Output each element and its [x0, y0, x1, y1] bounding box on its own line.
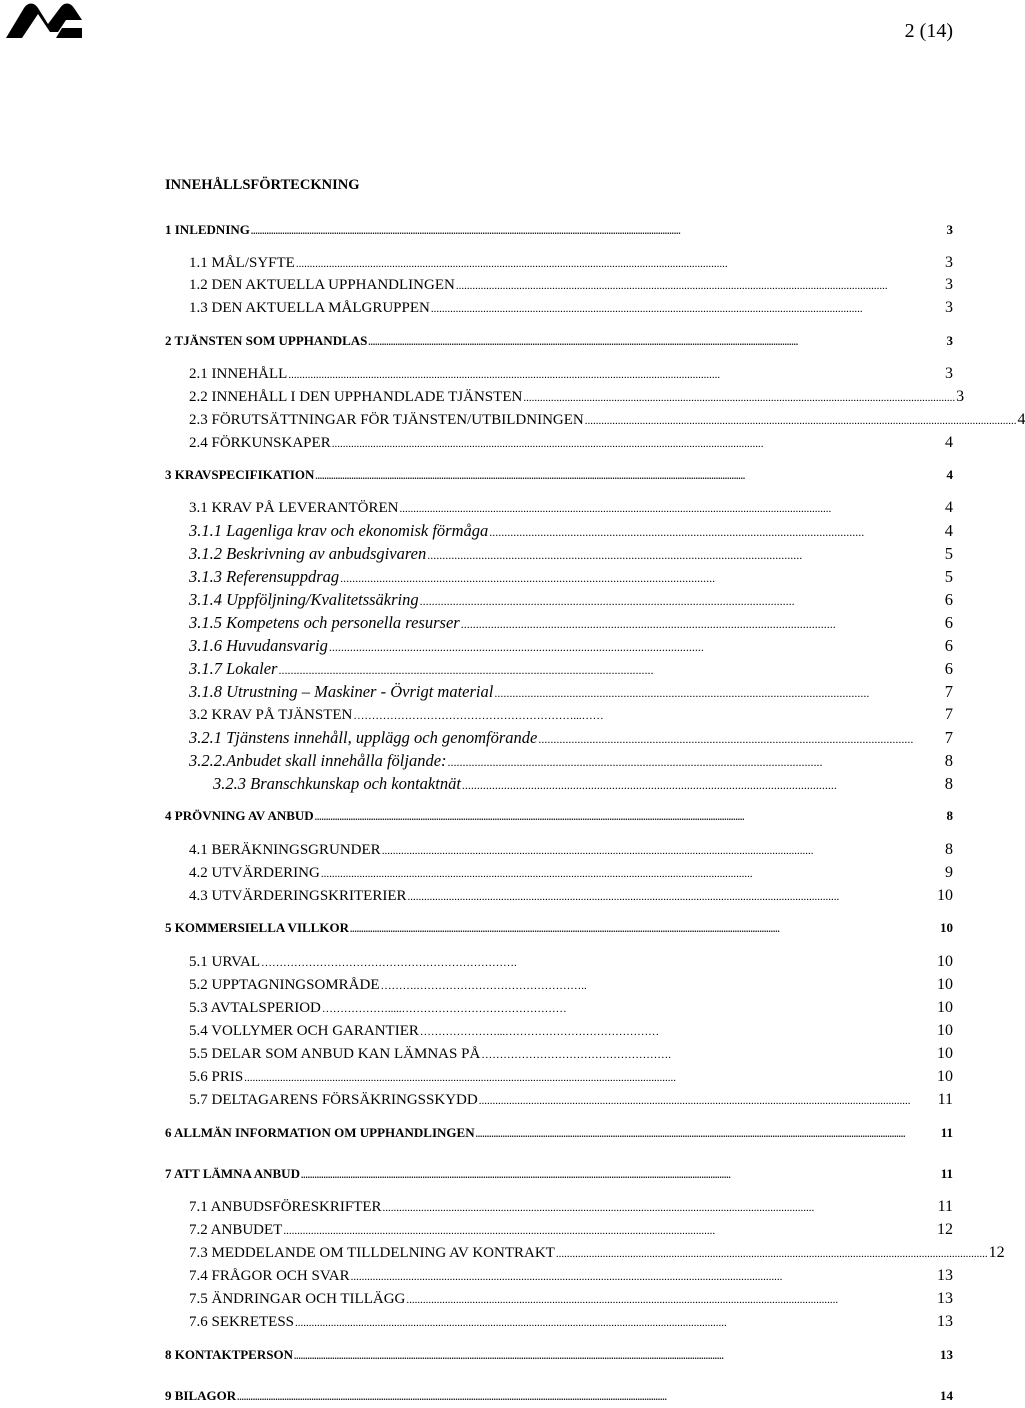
toc-title: INNEHÅLLSFÖRTECKNING — [165, 177, 360, 193]
toc-entry[interactable]: 3.2.3 Branschkunskap och kontaktnät ............................................................................................................................. 8 — [213, 774, 953, 793]
toc-entry[interactable]: 1.1 MÅL/SYFTE ............................................................................................................................................................. 3 — [189, 254, 953, 271]
toc-entry[interactable]: 7.1 ANBUDSFÖRESKRIFTER ............................................................................................................................................................. 11 — [189, 1198, 953, 1215]
toc-entry[interactable]: 3.2 KRAV PÅ TJÄNSTEN ……………………………………………………...…… 7 — [189, 706, 953, 723]
toc-entry[interactable]: 7.6 SEKRETESS ............................................................................................................................................................. 13 — [189, 1313, 953, 1330]
toc-entry[interactable]: 3.1.4 Uppföljning/Kvalitetssäkring ............................................................................................................................. 6 — [189, 590, 953, 609]
toc-entry[interactable]: 3.2.1 Tjänstens innehåll, upplägg och genomförande ............................................................................................................................. 7 — [189, 728, 953, 747]
toc-entry[interactable]: 4 PRÖVNING AV ANBUD ............................................................................................................................................................................................... 8 — [165, 808, 953, 823]
toc-entry[interactable]: 2.1 INNEHÅLL ............................................................................................................................................................. 3 — [189, 365, 953, 382]
toc-entry[interactable]: 3.1.3 Referensuppdrag ............................................................................................................................. 5 — [189, 567, 953, 586]
toc-entry[interactable]: 3.1.5 Kompetens och personella resurser ............................................................................................................................. 6 — [189, 613, 953, 632]
toc-entry[interactable]: 5.5 DELAR SOM ANBUD KAN LÄMNAS PÅ ……………………………………………. 10 — [189, 1045, 953, 1062]
toc-entry[interactable]: 7.4 FRÅGOR OCH SVAR ............................................................................................................................................................. 13 — [189, 1267, 953, 1284]
toc-entry[interactable]: 1 INLEDNING ............................................................................................................................................................................................... 3 — [165, 222, 953, 237]
toc-entry[interactable]: 7 ATT LÄMNA ANBUD ............................................................................................................................................................................................... 11 — [165, 1166, 953, 1181]
toc-entry[interactable]: 1.3 DEN AKTUELLA MÅLGRUPPEN ............................................................................................................................................................. 3 — [189, 299, 953, 316]
toc-entry[interactable]: 3.1.6 Huvudansvarig ............................................................................................................................. 6 — [189, 636, 953, 655]
toc-entry[interactable]: 3 KRAVSPECIFIKATION ............................................................................................................................................................................................... 4 — [165, 467, 953, 482]
toc-entry[interactable]: 7.3 MEDDELANDE OM TILLDELNING AV KONTRAKT ............................................................................................................................................................. 12 — [189, 1244, 1005, 1261]
toc-entry[interactable]: 3.1 KRAV PÅ LEVERANTÖREN ............................................................................................................................................................. 4 — [189, 499, 953, 516]
toc-entry[interactable]: 1.2 DEN AKTUELLA UPPHANDLINGEN ............................................................................................................................................................. 3 — [189, 276, 953, 293]
toc-entry[interactable]: 4.2 UTVÄRDERING ............................................................................................................................................................. 9 — [189, 864, 953, 881]
company-logo-icon — [4, 2, 84, 42]
page-number: 2 (14) — [904, 20, 953, 42]
toc-entry[interactable]: 5.6 PRIS ............................................................................................................................................................. 10 — [189, 1068, 953, 1085]
toc-entry[interactable]: 3.1.7 Lokaler ............................................................................................................................. 6 — [189, 659, 953, 678]
toc-entry[interactable]: 3.1.2 Beskrivning av anbudsgivaren ............................................................................................................................. 5 — [189, 544, 953, 563]
toc-entry[interactable]: 3.2.2.Anbudet skall innehålla följande: ............................................................................................................................. 8 — [189, 751, 953, 770]
toc-entry[interactable]: 2.2 INNEHÅLL I DEN UPPHANDLADE TJÄNSTEN ............................................................................................................................................................. 3 — [189, 388, 965, 405]
toc-entry[interactable]: 7.2 ANBUDET ............................................................................................................................................................. 12 — [189, 1221, 953, 1238]
toc-entry[interactable]: 9 BILAGOR ............................................................................................................................................................................................... 14 — [165, 1388, 953, 1403]
toc-entry[interactable]: 7.5 ÄNDRINGAR OCH TILLÄGG ............................................................................................................................................................. 13 — [189, 1290, 953, 1307]
toc-entry[interactable]: 4.3 UTVÄRDERINGSKRITERIER ............................................................................................................................................................. 10 — [189, 887, 953, 904]
toc-entry[interactable]: 5.2 UPPTAGNINGSOMRÅDE ……….……………………………………….. 10 — [189, 976, 953, 993]
toc-entry[interactable]: 5 KOMMERSIELLA VILLKOR ............................................................................................................................................................................................... 10 — [165, 920, 953, 935]
toc-entry[interactable]: 3.1.8 Utrustning – Maskiner - Övrigt material ............................................................................................................................. 7 — [189, 682, 953, 701]
toc-entry[interactable]: 2 TJÄNSTEN SOM UPPHANDLAS ............................................................................................................................................................................................... 3 — [165, 333, 953, 348]
toc-entry[interactable]: 5.1 URVAL ……………………………………………………………. 10 — [189, 953, 953, 970]
toc-entry[interactable]: 5.3 AVTALSPERIOD ……………….....……………………………………… 10 — [189, 999, 953, 1016]
toc-entry[interactable]: 6 ALLMÄN INFORMATION OM UPPHANDLINGEN ............................................................................................................................................................................................... 11 — [165, 1125, 953, 1140]
toc-entry[interactable]: 2.4 FÖRKUNSKAPER ............................................................................................................................................................. 4 — [189, 434, 953, 451]
toc-entry[interactable]: 4.1 BERÄKNINGSGRUNDER ............................................................................................................................................................. 8 — [189, 841, 953, 858]
toc-entry[interactable]: 3.1.1 Lagenliga krav och ekonomisk förmåga ............................................................................................................................. 4 — [189, 521, 953, 540]
toc-entry[interactable]: 5.4 VOLLYMER OCH GARANTIER …………………...…………………………………… 10 — [189, 1022, 953, 1039]
toc-entry[interactable]: 2.3 FÖRUTSÄTTNINGAR FÖR TJÄNSTEN/UTBILDNINGEN ............................................................................................................................................................. 4 — [189, 411, 1025, 428]
toc-entry[interactable]: 8 KONTAKTPERSON ............................................................................................................................................................................................... 13 — [165, 1347, 953, 1362]
toc-entry[interactable]: 5.7 DELTAGARENS FÖRSÄKRINGSSKYDD ............................................................................................................................................................. 11 — [189, 1091, 953, 1108]
